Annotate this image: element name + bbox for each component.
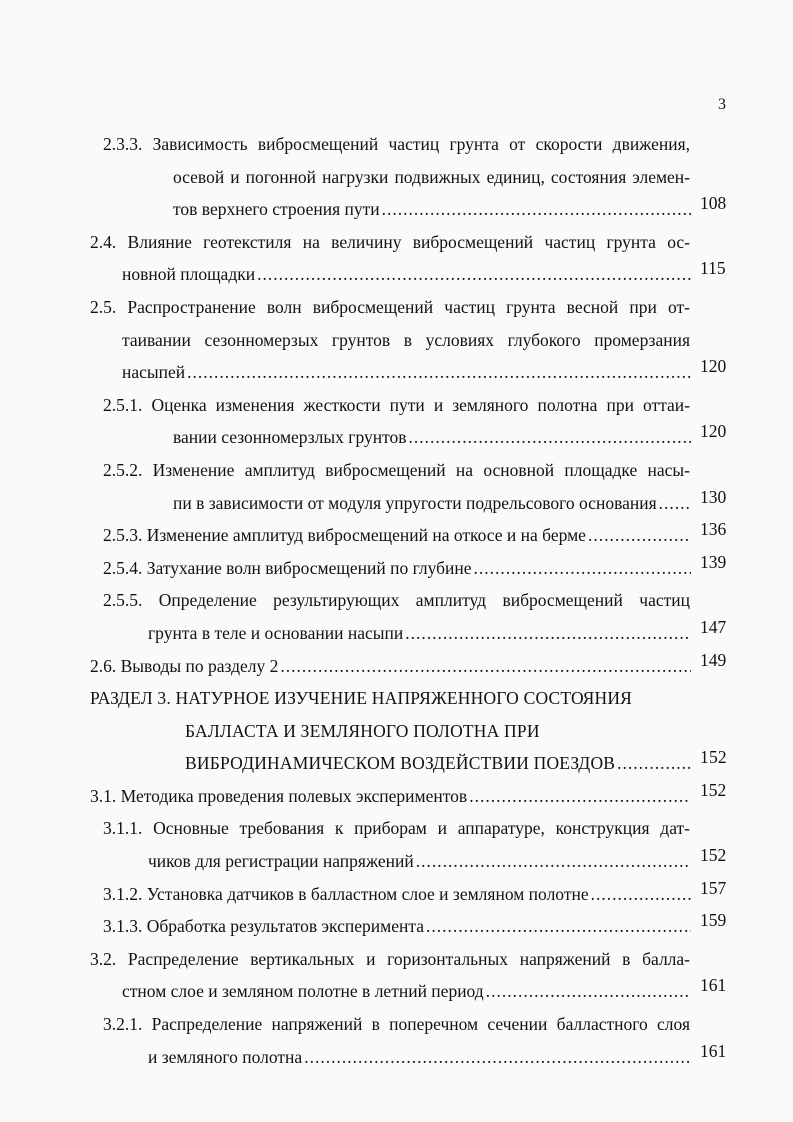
dot-leader [474,552,691,585]
toc-entry-last-line [185,747,695,780]
dot-leader [486,975,691,1008]
toc-entry-3-2[interactable] [0,943,793,1008]
toc-entry-2-5-1[interactable] [0,389,793,454]
toc-entry-text: 2.4. Влияние геотекстиля на величину вибросмещений частиц грунта ос- [90,231,690,252]
toc-entry-text: 2.5.1. Оценка изменения жесткости пути и земляного полотна при оттаи- [103,394,690,415]
toc-entry-last-line [173,193,695,226]
toc-entry-text: 3.2.1. Распределение напряжений в поперечном сечении балластного слоя [103,1014,690,1035]
toc-entry-last-line [122,356,695,389]
dot-leader [187,356,691,389]
dot-leader [617,747,691,780]
toc-entry-2-5-5[interactable] [0,584,793,649]
dot-leader [469,780,691,813]
toc-entry-text: 2.3.3. Зависимость вибросмещений частиц грунта от скорости движения, [103,134,690,154]
toc-entry-text: насыпей [122,362,186,383]
toc-page-number: 130 [700,486,727,507]
toc-page-number: 161 [700,1040,727,1061]
toc-entry-text: новной площадки [122,264,256,285]
toc-page-number: 139 [700,551,727,572]
toc-entry-text: таивании сезонномерзых грунтов в условиях глубокого промерзания [122,329,690,350]
toc-entry-text: пи в зависимости от модуля упругости подрельсового основания [173,492,657,513]
dot-leader [405,617,691,650]
dot-leader [659,487,691,520]
toc-page-number: 120 [700,356,727,377]
toc-page-number: 115 [700,258,726,279]
toc-entry-2-4[interactable] [0,226,793,291]
toc-entry-last-line [103,552,695,585]
toc-entry-last-line [173,487,695,520]
toc-entry-text: 3.1.2. Установка датчиков в балластном слое и земляном полотне [103,883,589,904]
dot-leader [416,845,691,878]
dot-leader [304,1041,691,1074]
toc-page-number: 161 [700,975,727,996]
toc-entry-text: ВИБРОДИНАМИЧЕСКОМ ВОЗДЕЙСТВИИ ПОЕЗДОВ [185,753,616,774]
toc-entry-text: БАЛЛАСТА И ЗЕМЛЯНОГО ПОЛОТНА ПРИ [185,720,540,741]
dot-leader [591,878,691,911]
toc-entry-section-3[interactable] [0,682,793,780]
toc-page-number: 157 [700,877,727,898]
toc-page-number: 108 [700,193,727,214]
toc-entry-text: грунта в теле и основании насыпи [148,622,404,643]
toc-entry-3-2-1[interactable] [0,1008,793,1073]
toc-entry-last-line [90,650,695,683]
toc-entry-text: 2.6. Выводы по разделу 2 [90,655,279,676]
toc-entry-text: 2.5.5. Определение результирующих амплитуд вибросмещений частиц [103,590,690,611]
dot-leader [280,650,691,683]
toc-entry-text: 2.5.3. Изменение амплитуд вибросмещений на откосе и на берме [103,525,586,546]
toc-page-number: 149 [700,649,727,670]
toc-page-number: 120 [700,421,727,442]
toc-entry-last-line [103,519,695,552]
toc-entry-text: чиков для регистрации напряжений [148,851,414,872]
toc-page-number: 159 [700,910,727,931]
toc-entry-text: 3.2. Распределение вертикальных и горизонтальных напряжений в балла- [90,948,690,969]
dot-leader [588,519,691,552]
toc-entry-last-line [103,910,695,943]
page-number: 3 [718,96,726,113]
toc-entry-text: 2.5. Распространение волн вибросмещений частиц грунта весной при от- [90,296,690,317]
toc-entry-3-1[interactable] [0,780,793,813]
toc-entry-last-line [90,780,695,813]
toc-entry-last-line [122,258,695,291]
toc-entry-2-5-3[interactable] [0,519,793,552]
toc-page-number: 147 [700,616,727,637]
toc-entry-2-5[interactable] [0,291,793,389]
toc-page-number: 152 [700,747,727,768]
toc-entry-text: стном слое и земляном полотне в летний период [122,981,484,1002]
toc-entry-2-3-3[interactable] [0,128,793,226]
toc-page-number: 152 [700,845,727,866]
toc-page-number: 152 [700,779,727,800]
toc-entry-last-line [122,975,695,1008]
toc-entry-2-5-2[interactable] [0,454,793,519]
toc-entry-text: осевой и погонной нагрузки подвижных единиц, состояния элемен- [173,166,690,187]
toc-entry-last-line [148,1041,695,1074]
toc-entry-text: вании сезонномерзлых грунтов [173,427,407,448]
toc-entry-text: РАЗДЕЛ 3. НАТУРНОЕ ИЗУЧЕНИЕ НАПРЯЖЕННОГО СОСТОЯНИЯ [90,688,633,709]
toc-entry-2-5-4[interactable] [0,552,793,585]
dot-leader [409,421,691,454]
toc-entry-last-line [148,617,695,650]
toc-entry-text: тов верхнего строения пути [173,199,380,220]
toc-entry-3-1-3[interactable] [0,910,793,943]
toc-entry-text: 3.1.3. Обработка результатов эксперимента [103,916,424,937]
toc-entry-3-1-1[interactable] [0,812,793,877]
table-of-contents [0,128,793,1073]
toc-entry-last-line [148,845,695,878]
toc-entry-3-1-2[interactable] [0,878,793,911]
toc-entry-last-line [173,421,695,454]
toc-entry-text: 3.1. Методика проведения полевых экспериментов [90,785,468,806]
dot-leader [257,258,691,291]
toc-entry-2-6[interactable] [0,650,793,683]
toc-page-number: 136 [700,519,727,540]
dot-leader [382,193,691,226]
dot-leader [426,910,691,943]
toc-entry-text: 3.1.1. Основные требования к приборам и аппаратуре, конструкция дат- [103,818,690,839]
toc-entry-text: 2.5.4. Затухание волн вибросмещений по глубине [103,557,472,578]
toc-entry-text: и земляного полотна [148,1046,303,1067]
toc-entry-last-line [103,878,695,911]
toc-entry-text: 2.5.2. Изменение амплитуд вибросмещений на основной площадке насы- [103,459,690,480]
